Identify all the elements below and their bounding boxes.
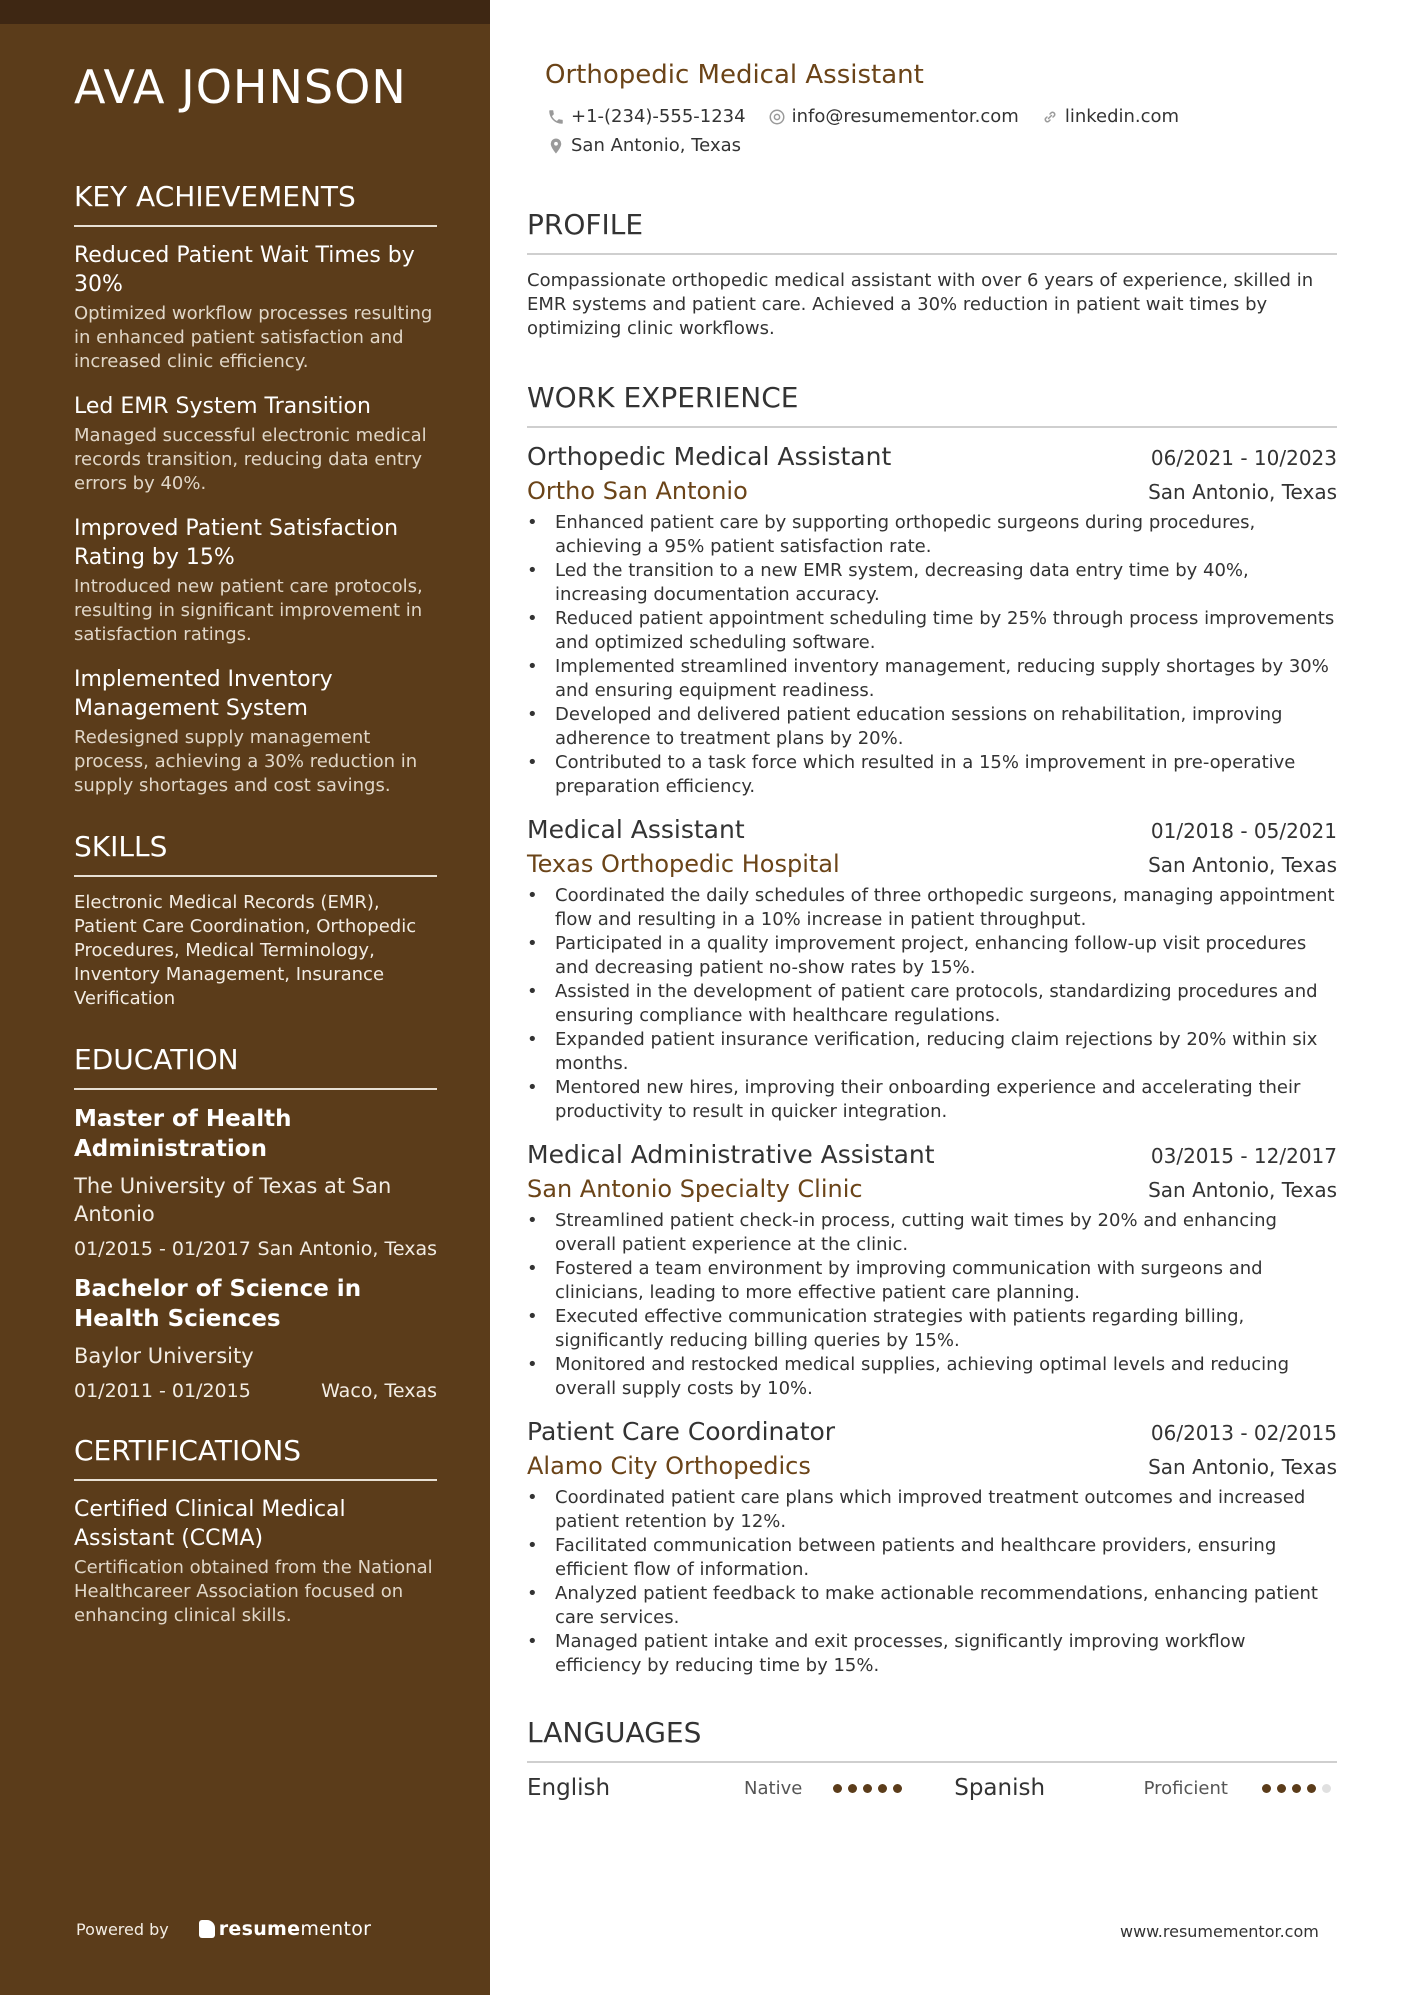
rating-dot bbox=[1277, 1784, 1286, 1793]
rating-dot bbox=[1292, 1784, 1301, 1793]
main-content bbox=[527, 60, 1337, 1801]
school: Baylor University bbox=[74, 1344, 254, 1368]
skills-section bbox=[74, 830, 437, 1011]
contact-row bbox=[547, 135, 1337, 156]
section-title: WORK EXPERIENCE bbox=[527, 381, 1337, 428]
job-bullets bbox=[527, 884, 1337, 1124]
job-role: Patient Care Coordinator bbox=[527, 1417, 836, 1446]
linkedin-text: linkedin.com bbox=[1064, 106, 1180, 127]
section-title: SKILLS bbox=[74, 830, 437, 877]
phone-text: +1-(234)-555-1234 bbox=[571, 106, 746, 127]
skills-list: Electronic Medical Records (EMR), Patient Care Coordination, Orthopedic Procedures, Medical Terminology, Inventory Management, Insurance Verification bbox=[74, 892, 417, 1009]
achievement-description: Managed successful electronic medical records transition, reducing data entry errors by 40%. bbox=[74, 425, 427, 494]
job-company: Texas Orthopedic Hospital bbox=[527, 850, 840, 878]
job-role: Orthopedic Medical Assistant bbox=[527, 442, 892, 471]
bullet-item: • Reduced patient appointment scheduling time by 25% through process improvements and optimized scheduling software. bbox=[555, 607, 1337, 655]
contact-location bbox=[547, 135, 741, 156]
job-location: San Antonio, Texas bbox=[1148, 1455, 1337, 1479]
rating-dot bbox=[1322, 1784, 1331, 1793]
job-company: San Antonio Specialty Clinic bbox=[527, 1175, 863, 1203]
language-name: Spanish bbox=[954, 1775, 1046, 1801]
job-dates: 06/2021 - 10/2023 bbox=[1150, 446, 1337, 470]
brand-logo[interactable] bbox=[199, 1918, 372, 1940]
bullet-item: • Executed effective communication strategies with patients regarding billing, significantly reducing billing queries by 15%. bbox=[555, 1305, 1337, 1353]
achievement-title: Implemented Inventory Management System bbox=[74, 667, 333, 721]
job-role: Medical Administrative Assistant bbox=[527, 1140, 935, 1169]
candidate-name: AVA JOHNSON bbox=[74, 60, 407, 114]
bullet-item: • Assisted in the development of patient care protocols, standardizing procedures and ensuring compliance with healthcare regulations. bbox=[555, 980, 1337, 1028]
powered-by bbox=[76, 1918, 371, 1940]
rating-dot bbox=[893, 1784, 902, 1793]
languages-row bbox=[527, 1775, 1337, 1801]
location-pin-icon bbox=[547, 137, 565, 155]
email-text: info@resumementor.com bbox=[791, 106, 1019, 127]
sidebar bbox=[0, 0, 490, 1995]
job-bullets bbox=[527, 511, 1337, 799]
brand-name-bold: resume bbox=[218, 1918, 301, 1940]
bullet-item: • Facilitated communication between patients and healthcare providers, ensuring efficient flow of information. bbox=[555, 1534, 1337, 1582]
link-icon bbox=[1041, 108, 1059, 126]
achievement-title: Improved Patient Satisfaction Rating by 15% bbox=[74, 516, 399, 570]
bullet-item: • Enhanced patient care by supporting orthopedic surgeons during procedures, achieving a 95% patient satisfaction rate. bbox=[555, 511, 1337, 559]
job-entry bbox=[527, 1140, 1337, 1401]
language-level: Native bbox=[744, 1777, 803, 1799]
education-section bbox=[74, 1043, 437, 1402]
contact-linkedin[interactable] bbox=[1041, 106, 1179, 127]
degree: Bachelor of Science in Health Sciences bbox=[74, 1276, 362, 1332]
education-dates: 01/2011 - 01/2015 bbox=[74, 1380, 251, 1402]
school: The University of Texas at San Antonio bbox=[74, 1174, 392, 1226]
bullet-item: • Coordinated the daily schedules of three orthopedic surgeons, managing appointment flow and resulting in a 10% increase in patient throughput. bbox=[555, 884, 1337, 932]
achievement-description: Redesigned supply management process, achieving a 30% reduction in supply shortages and cost savings. bbox=[74, 727, 418, 796]
phone-icon bbox=[547, 108, 565, 126]
achievement-description: Introduced new patient care protocols, resulting in significant improvement in satisfaction ratings. bbox=[74, 576, 423, 645]
job-entry bbox=[527, 815, 1337, 1124]
achievement-description: Optimized workflow processes resulting in enhanced patient satisfaction and increased clinic efficiency. bbox=[74, 303, 433, 372]
achievement-item bbox=[74, 514, 437, 647]
achievement-title: Reduced Patient Wait Times by 30% bbox=[74, 243, 415, 297]
bullet-item: • Participated in a quality improvement project, enhancing follow-up visit procedures and decreasing patient no-show rates by 15%. bbox=[555, 932, 1337, 980]
section-title: CERTIFICATIONS bbox=[74, 1434, 437, 1481]
language-name: English bbox=[527, 1775, 611, 1801]
profile-section bbox=[527, 208, 1337, 341]
bullet-item: • Monitored and restocked medical supplies, achieving optimal levels and reducing overall supply costs by 10%. bbox=[555, 1353, 1337, 1401]
job-location: San Antonio, Texas bbox=[1148, 853, 1337, 877]
job-dates: 03/2015 - 12/2017 bbox=[1150, 1144, 1337, 1168]
education-item bbox=[74, 1104, 437, 1260]
job-entry bbox=[527, 1417, 1337, 1678]
job-company: Ortho San Antonio bbox=[527, 477, 748, 505]
sidebar-top-bar bbox=[0, 0, 490, 24]
headline-title: Orthopedic Medical Assistant bbox=[545, 60, 924, 90]
powered-by-label: Powered by bbox=[76, 1919, 169, 1939]
job-location: San Antonio, Texas bbox=[1148, 480, 1337, 504]
education-dates: 01/2015 - 01/2017 bbox=[74, 1238, 251, 1260]
bullet-item: • Implemented streamlined inventory management, reducing supply shortages by 30% and ensuring equipment readiness. bbox=[555, 655, 1337, 703]
certification-description: Certification obtained from the National Healthcareer Association focused on enhancing clinical skills. bbox=[74, 1557, 433, 1626]
bullet-item: • Coordinated patient care plans which improved treatment outcomes and increased patient retention by 12%. bbox=[555, 1486, 1337, 1534]
certification-title: Certified Clinical Medical Assistant (CCMA) bbox=[74, 1497, 346, 1551]
job-location: San Antonio, Texas bbox=[1148, 1178, 1337, 1202]
job-dates: 01/2018 - 05/2021 bbox=[1150, 819, 1337, 843]
language-level: Proficient bbox=[1143, 1777, 1228, 1799]
contact-email[interactable] bbox=[768, 106, 1019, 127]
profile-summary: Compassionate orthopedic medical assistant with over 6 years of experience, skilled in EMR systems and patient care. Achieved a 30% reduction in patient wait times by optimizing clinic workflows. bbox=[527, 270, 1314, 339]
bullet-item: • Expanded patient insurance verification, reducing claim rejections by 20% within six months. bbox=[555, 1028, 1337, 1076]
bullet-item: • Managed patient intake and exit processes, significantly improving workflow efficiency by reducing time by 15%. bbox=[555, 1630, 1337, 1678]
degree: Master of Health Administration bbox=[74, 1106, 292, 1162]
brand-name-light: mentor bbox=[300, 1918, 372, 1940]
key-achievements-section bbox=[74, 180, 437, 798]
contact-row bbox=[547, 106, 1337, 127]
section-title: LANGUAGES bbox=[527, 1716, 1337, 1763]
section-title: EDUCATION bbox=[74, 1043, 437, 1090]
education-location: Waco, Texas bbox=[321, 1380, 437, 1402]
at-icon bbox=[768, 108, 786, 126]
rating-dot bbox=[1262, 1784, 1271, 1793]
bullet-item: • Streamlined patient check-in process, cutting wait times by 20% and enhancing overall patient experience at the clinic. bbox=[555, 1209, 1337, 1257]
job-bullets bbox=[527, 1486, 1337, 1678]
certifications-section bbox=[74, 1434, 437, 1628]
language-rating bbox=[833, 1784, 946, 1793]
contact-phone[interactable] bbox=[547, 106, 746, 127]
achievement-title: Led EMR System Transition bbox=[74, 394, 371, 419]
bullet-item: • Developed and delivered patient education sessions on rehabilitation, improving adherence to treatment plans by 20%. bbox=[555, 703, 1337, 751]
work-experience-section bbox=[527, 381, 1337, 1678]
rating-dot bbox=[1307, 1784, 1316, 1793]
job-dates: 06/2013 - 02/2015 bbox=[1150, 1421, 1337, 1445]
bullet-item: • Led the transition to a new EMR system, decreasing data entry time by 40%, increasing documentation accuracy. bbox=[555, 559, 1337, 607]
bullet-item: • Mentored new hires, improving their onboarding experience and accelerating their productivity to result in quicker integration. bbox=[555, 1076, 1337, 1124]
education-location: San Antonio, Texas bbox=[257, 1238, 437, 1260]
location-text: San Antonio, Texas bbox=[571, 135, 741, 156]
rating-dot bbox=[863, 1784, 872, 1793]
languages-section bbox=[527, 1716, 1337, 1801]
rating-dot bbox=[833, 1784, 842, 1793]
job-company: Alamo City Orthopedics bbox=[527, 1452, 811, 1480]
brand-icon bbox=[199, 1920, 215, 1938]
section-title: PROFILE bbox=[527, 208, 1337, 255]
rating-dot bbox=[878, 1784, 887, 1793]
bullet-item: • Contributed to a task force which resulted in a 15% improvement in pre-operative preparation efficiency. bbox=[555, 751, 1337, 799]
job-entry bbox=[527, 442, 1337, 799]
language-rating bbox=[1262, 1784, 1337, 1793]
footer-url[interactable]: www.resumementor.com bbox=[1120, 1922, 1319, 1941]
education-item bbox=[74, 1274, 437, 1402]
job-bullets bbox=[527, 1209, 1337, 1401]
achievement-item bbox=[74, 392, 437, 496]
achievement-item bbox=[74, 665, 437, 798]
section-title: KEY ACHIEVEMENTS bbox=[74, 180, 437, 227]
bullet-item: • Analyzed patient feedback to make actionable recommendations, enhancing patient care services. bbox=[555, 1582, 1337, 1630]
rating-dot bbox=[848, 1784, 857, 1793]
job-role: Medical Assistant bbox=[527, 815, 745, 844]
achievement-item bbox=[74, 241, 437, 374]
bullet-item: • Fostered a team environment by improving communication with surgeons and clinicians, leading to more effective patient care planning. bbox=[555, 1257, 1337, 1305]
